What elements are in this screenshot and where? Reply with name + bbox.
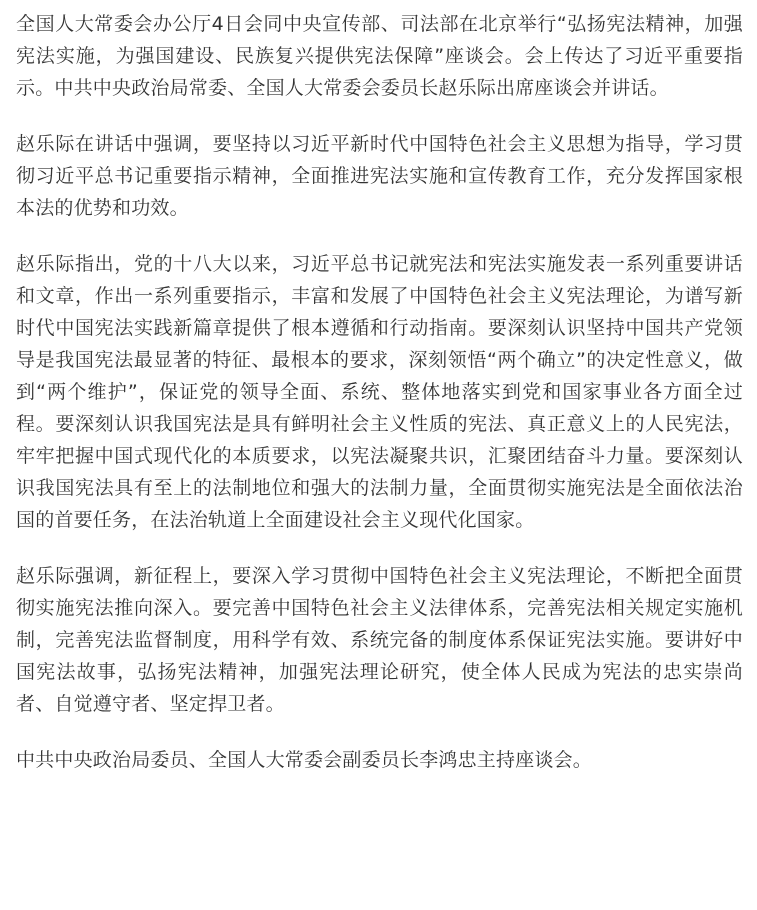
paragraph-host: 中共中央政治局委员、全国人大常委会副委员长李鸿忠主持座谈会。 (16, 749, 593, 771)
paragraph-speech-emphasis: 赵乐际在讲话中强调，要坚持以习近平新时代中国特色社会主义思想为指导，学习贯彻习近平总书记重要指示精神，全面推进宪法实施和宣传教育工作，充分发挥国家根本法的优势和功效。 (16, 133, 743, 219)
paragraph-new-journey: 赵乐际强调，新征程上，要深入学习贯彻中国特色社会主义宪法理论，不断把全面贯彻实施宪法推向深入。要完善中国特色社会主义法律体系，完善宪法相关规定实施机制，完善宪法监督制度，用科学有效、系统完备的制度体系保证宪法实施。要讲好中国宪法故事，弘扬宪法精神，加强宪法理论研究，使全体人民成为宪法的忠实崇尚者、自觉遵守者、坚定捍卫者。 (16, 565, 743, 715)
paragraph-meeting-intro: 全国人大常委会办公厅4日会同中央宣传部、司法部在北京举行“弘扬宪法精神，加强宪法实施，为强国建设、民族复兴提供宪法保障”座谈会。会上传达了习近平重要指示。中共中央政治局常委、全国人大常委会委员长赵乐际出席座谈会并讲话。 (16, 13, 743, 99)
paragraph-speech-points: 赵乐际指出，党的十八大以来，习近平总书记就宪法和宪法实施发表一系列重要讲话和文章，作出一系列重要指示，丰富和发展了中国特色社会主义宪法理论，为谱写新时代中国宪法实践新篇章提供了根本遵循和行动指南。要深刻认识坚持中国共产党领导是我国宪法最显著的特征、最根本的要求，深刻领悟“两个确立”的决定性意义，做到“两个维护”，保证党的领导全面、系统、整体地落实到党和国家事业各方面全过程。要深刻认识我国宪法是具有鲜明社会主义性质的宪法、真正意义上的人民宪法，牢牢把握中国式现代化的本质要求，以宪法凝聚共识，汇聚团结奋斗力量。要深刻认识我国宪法具有至上的法制地位和强大的法制力量，全面贯彻实施宪法是全面依法治国的首要任务，在法治轨道上全面建设社会主义现代化国家。 (16, 253, 743, 531)
